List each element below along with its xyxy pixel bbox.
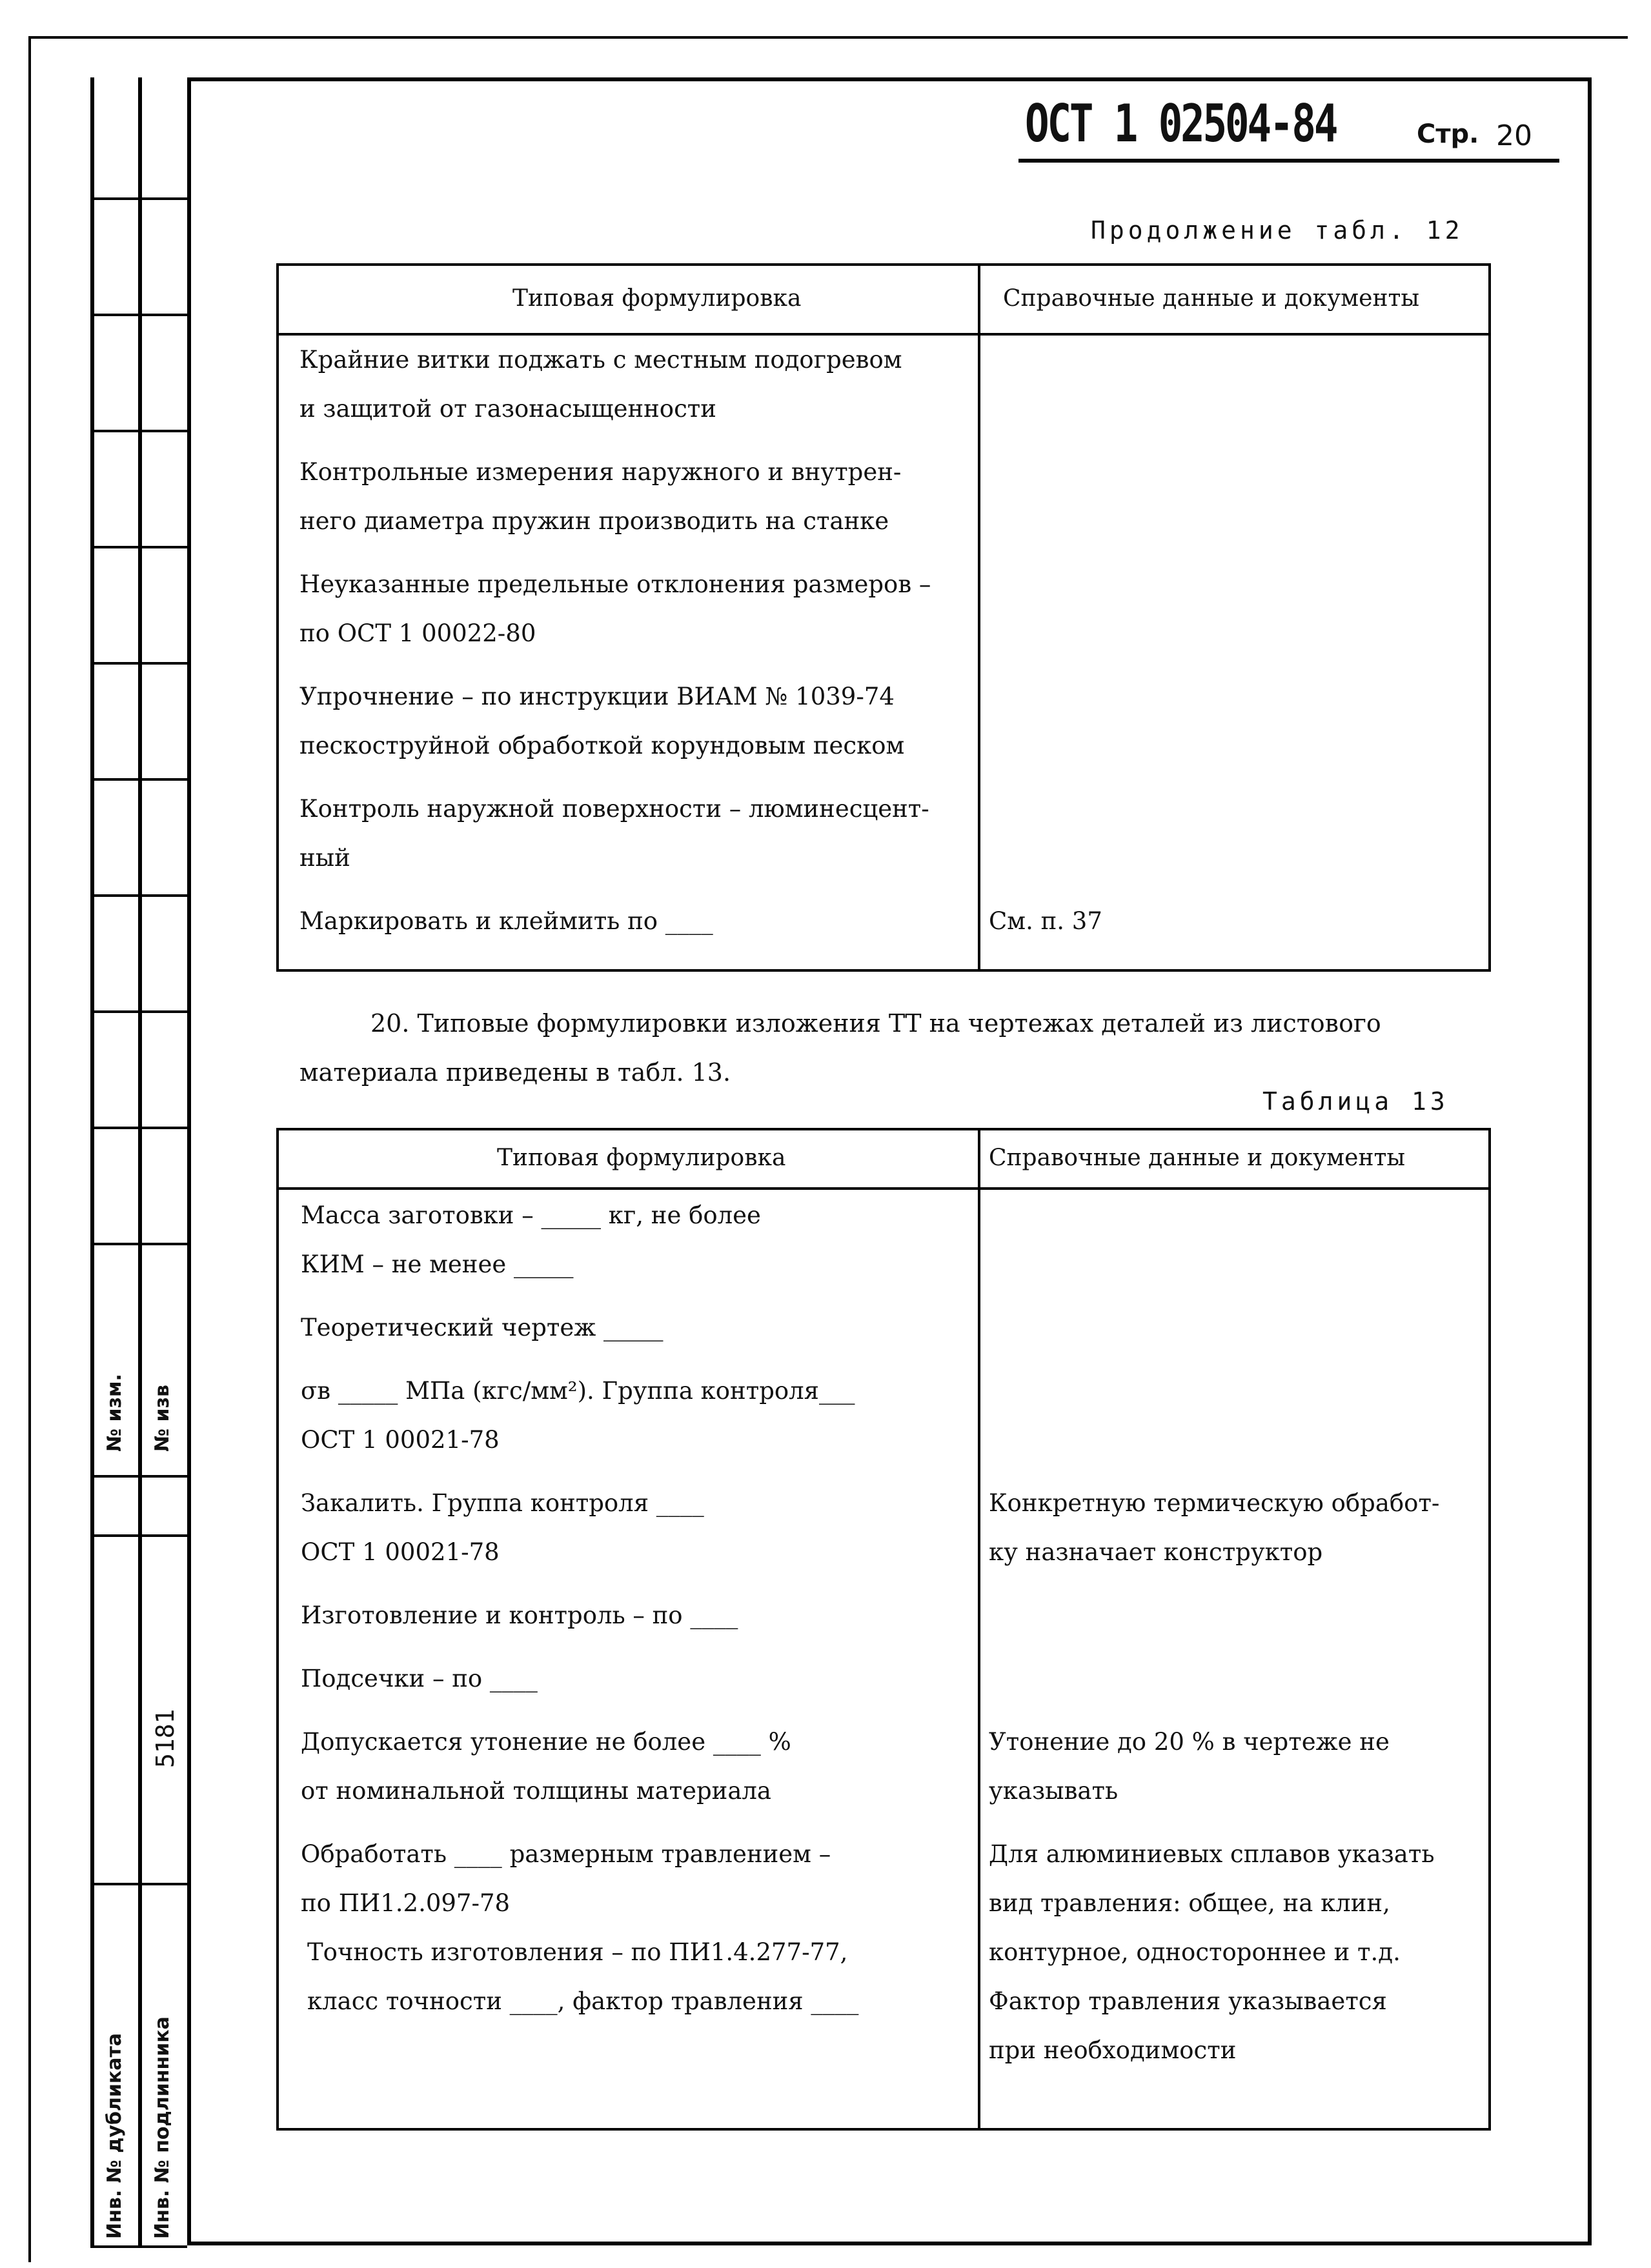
- page-label: Стр.: [1417, 119, 1479, 149]
- page-number: 20: [1496, 119, 1532, 152]
- table12-row-4-line2: пескоструйной обработкой корундовым песком: [299, 732, 905, 759]
- paragraph-line-2: материала приведены в табл. 13.: [299, 1058, 731, 1087]
- table13-left-line-14: Точность изготовления – по ПИ1.4.277-77,: [307, 1938, 848, 1966]
- table13-left-line-5: ОСТ 1 00021-78: [301, 1426, 500, 1454]
- change-number-label: № изм.: [103, 1374, 126, 1452]
- notice-number-label: № изв: [151, 1385, 174, 1452]
- original-inventory-number: 5181: [151, 1709, 179, 1768]
- table13-right-line-6: вид травления: общее, на клин,: [989, 1889, 1390, 1917]
- table13-right-line-7: контурное, одностороннее и т.д.: [989, 1938, 1401, 1966]
- table13-left-line-6: Закалить. Группа контроля ____: [301, 1489, 704, 1517]
- table13-left-line-7: ОСТ 1 00021-78: [301, 1538, 500, 1566]
- table12-row-4-line1: Упрочнение – по инструкции ВИАМ № 1039-74: [299, 683, 895, 710]
- table12-col2-header: Справочные данные и документы: [1003, 285, 1420, 312]
- table13-left-line-4: σв _____ МПа (кгс/мм²). Группа контроля___: [301, 1377, 855, 1405]
- table12-column-divider: [978, 266, 980, 969]
- table13-right-line-4: указывать: [989, 1777, 1119, 1805]
- header-underline: [1018, 159, 1559, 163]
- table12-row-1-line1: Крайние витки поджать с местным подогревом: [299, 346, 902, 374]
- table12-row-2-line2: него диаметра пружин производить на станке: [299, 507, 889, 535]
- table13-column-divider: [978, 1130, 980, 2128]
- original-inventory-label: Инв. № подлинника: [151, 2016, 174, 2239]
- table12-row-3-line1: Неуказанные предельные отклонения размеров –: [299, 570, 931, 598]
- table12-row-5-line2: ный: [299, 844, 350, 872]
- binding-strip-col-1: [90, 77, 94, 2245]
- table13-right-line-2: ку назначает конструктор: [989, 1538, 1323, 1566]
- table13-right-line-5: Для алюминиевых сплавов указать: [989, 1840, 1435, 1868]
- table13-left-line-9: Подсечки – по ____: [301, 1665, 538, 1692]
- binding-strip-col-2: [138, 77, 142, 2245]
- table12-row-3-line2: по ОСТ 1 00022-80: [299, 619, 536, 647]
- table13-left-line-10: Допускается утонение не более ____ %: [301, 1728, 791, 1756]
- table13-right-line-3: Утонение до 20 % в чертеже не: [989, 1728, 1390, 1756]
- table12-row-1-line2: и защитой от газонасыщенности: [299, 395, 716, 423]
- table13-left-line-2: КИМ – не менее _____: [301, 1250, 574, 1278]
- table13-right-line-9: при необходимости: [989, 2036, 1237, 2064]
- duplicate-inventory-label: Инв. № дубликата: [103, 2032, 126, 2239]
- paragraph-line-1: 20. Типовые формулировки изложения ТТ на чертежах деталей из листового: [370, 1009, 1381, 1038]
- table13-right-line-1: Конкретную термическую обработ-: [989, 1489, 1440, 1517]
- table12-row-5-line1: Контроль наружной поверхности – люминесцент-: [299, 795, 929, 823]
- table13-col2-header: Справочные данные и документы: [989, 1145, 1406, 1171]
- table12-row-6-line1: Маркировать и клеймить по ____: [299, 907, 713, 935]
- table13-left-line-12: Обработать ____ размерным травлением –: [301, 1840, 831, 1868]
- table13-left-line-13: по ПИ1.2.097-78: [301, 1889, 511, 1917]
- table13-left-line-3: Теоретический чертеж _____: [301, 1314, 663, 1341]
- table13-col1-header: Типовая формулировка: [497, 1145, 786, 1171]
- table13-left-line-1: Масса заготовки – _____ кг, не более: [301, 1201, 761, 1229]
- standard-number: ОСТ 1 02504-84: [1025, 94, 1337, 154]
- table13-left-line-8: Изготовление и контроль – по ____: [301, 1601, 738, 1629]
- table13-caption: Таблица 13: [1262, 1087, 1449, 1116]
- table13-left-line-11: от номинальной толщины материала: [301, 1777, 771, 1805]
- table13-left-line-15: класс точности ____, фактор травления ____: [307, 1987, 859, 2015]
- table13-right-line-8: Фактор травления указывается: [989, 1987, 1387, 2015]
- table12-col1-header: Типовая формулировка: [512, 285, 802, 312]
- table12-caption: Продолжение табл. 12: [1091, 216, 1464, 245]
- table12-row-2-line1: Контрольные измерения наружного и внутрен-: [299, 458, 902, 486]
- table12-row-6-reference: См. п. 37: [989, 907, 1102, 935]
